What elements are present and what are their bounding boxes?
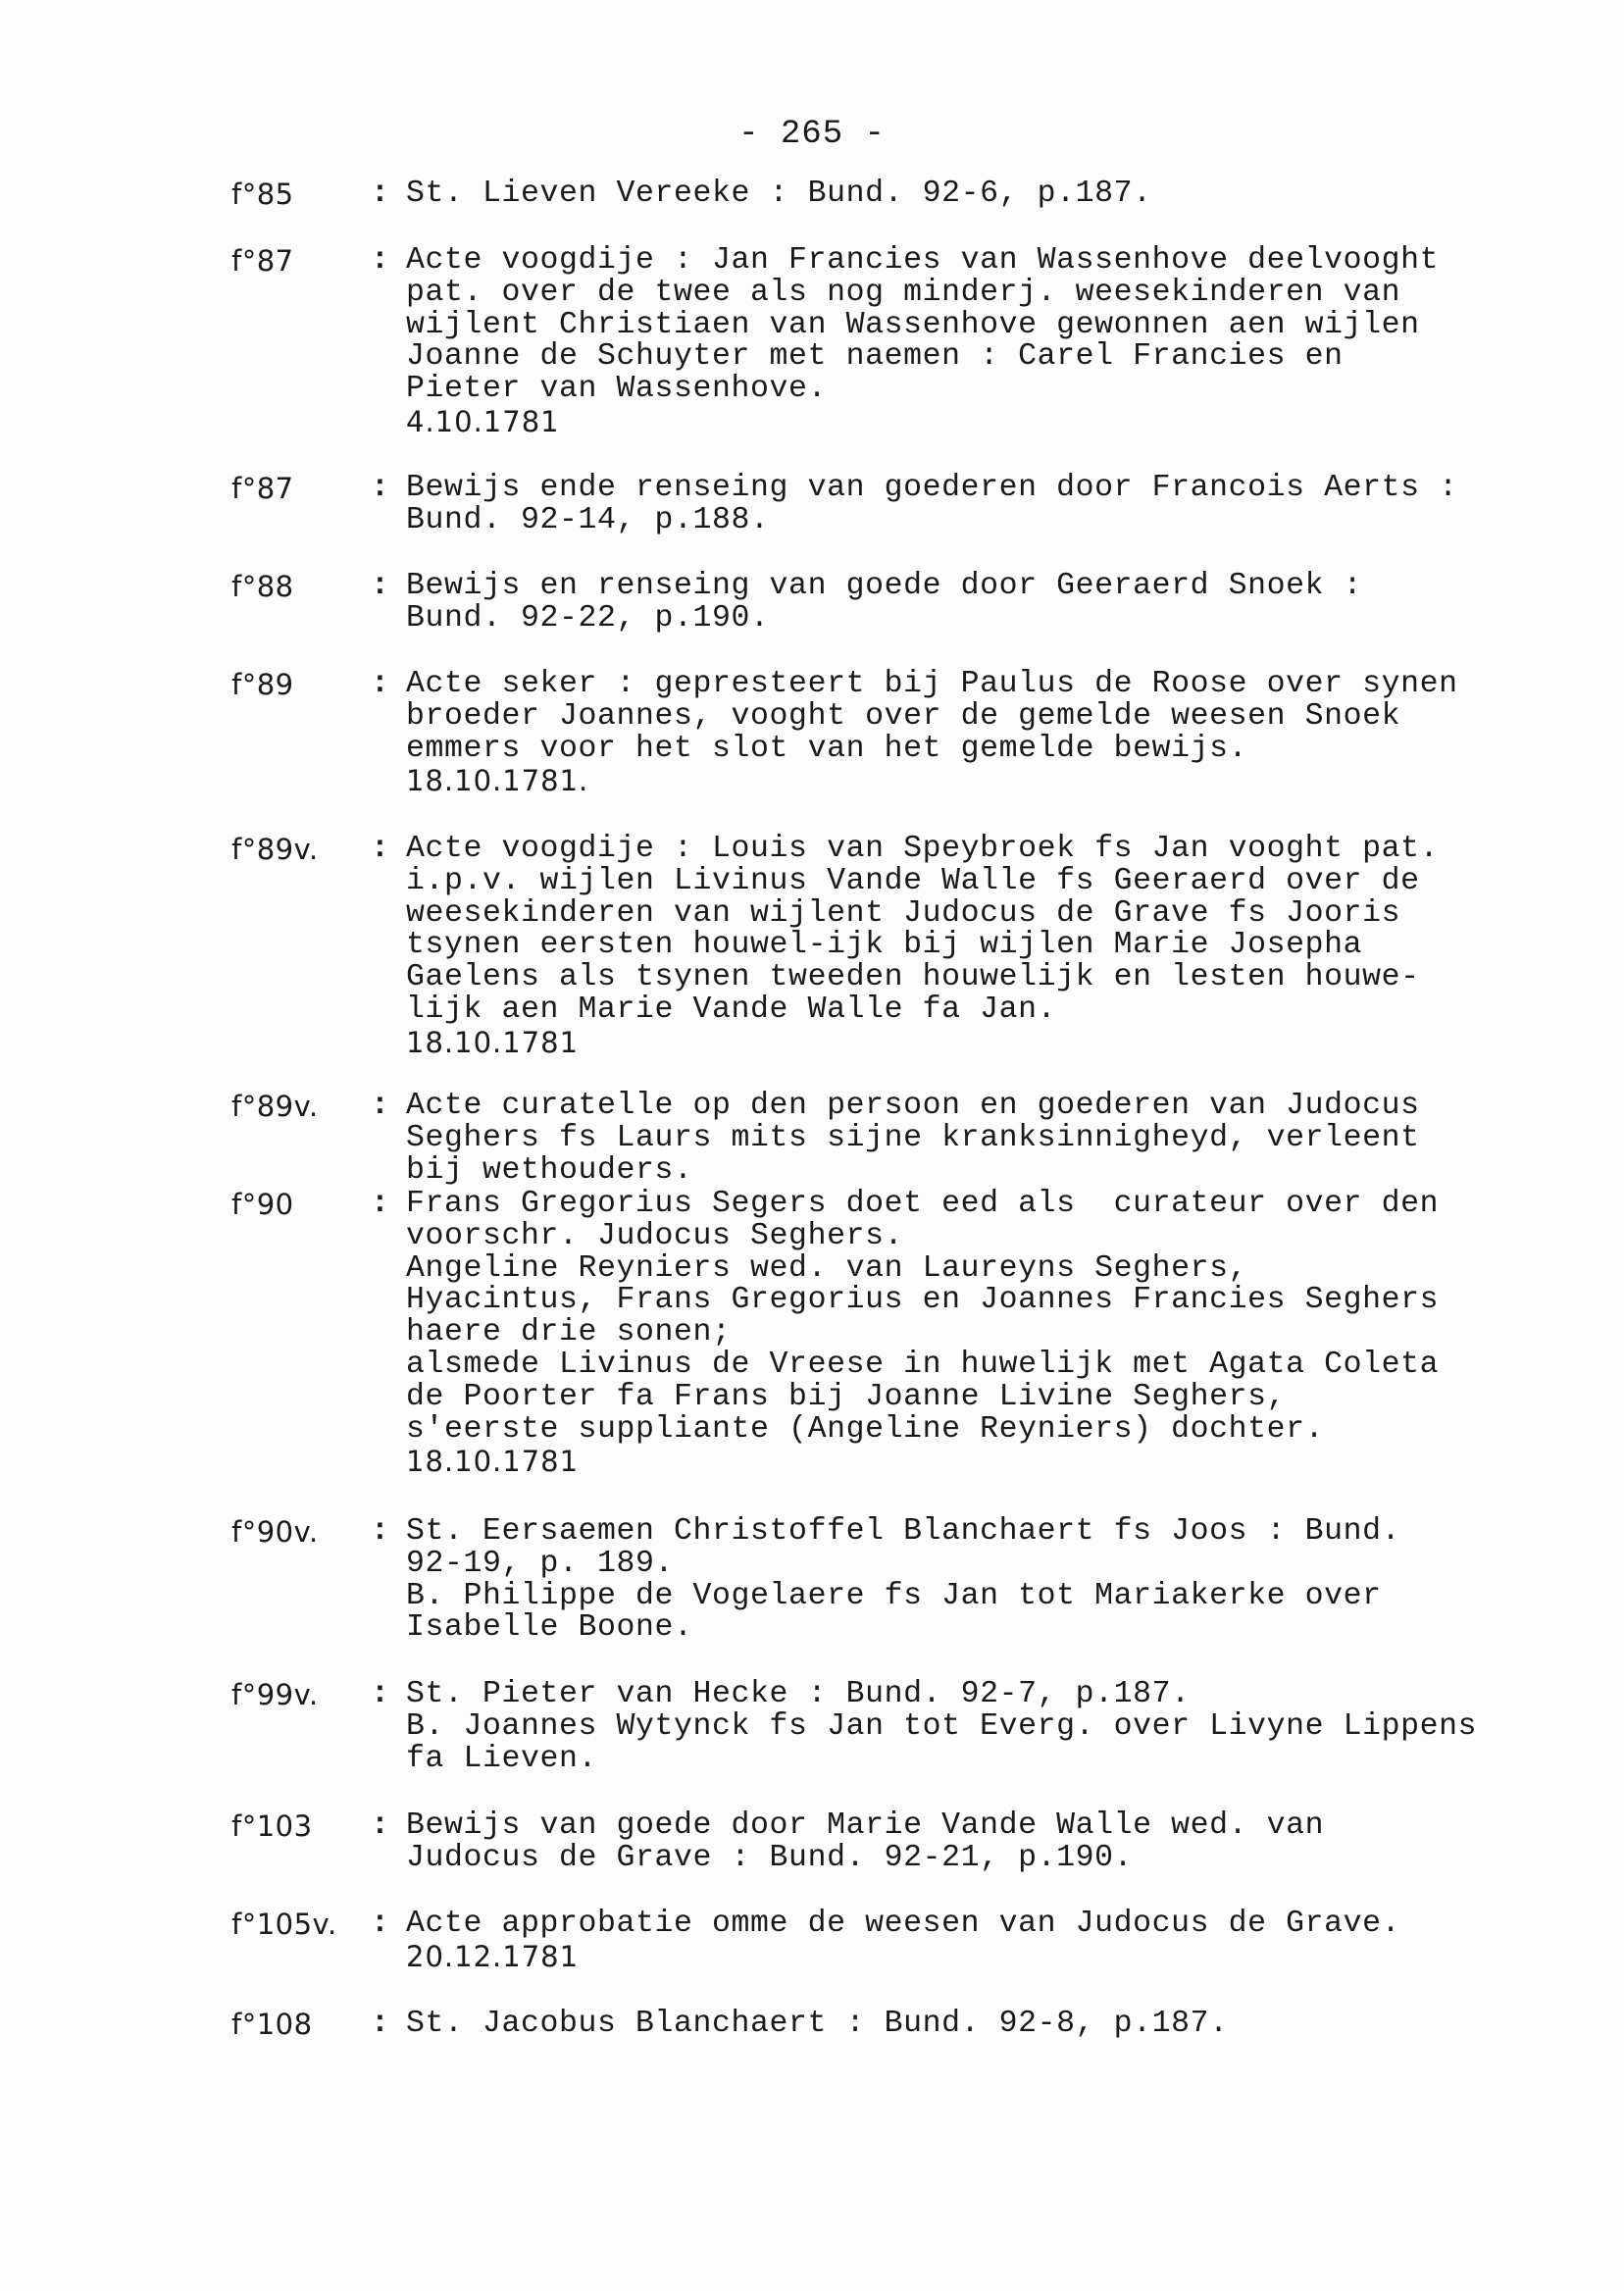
entry-line: B. Philippe de Vogelaere fs Jan tot Mariakerke over [406, 1578, 1382, 1613]
entry-text [406, 2009, 1546, 2041]
separator-colon: : [371, 1907, 389, 1941]
separator-colon: : [371, 177, 389, 211]
folio-label: f°90v. [231, 1515, 319, 1549]
separator-colon: : [371, 1677, 389, 1711]
entry-line: tsynen eersten houwel-ijk bij wijlen Marie Josepha [406, 928, 1363, 963]
entry-text [406, 245, 1546, 438]
entry-line: B. Joannes Wytynck fs Jan tot Everg. over Livyne Lippens [406, 1708, 1478, 1744]
separator-colon: : [371, 832, 389, 866]
entry-line: Acte voogdije : Jan Francies van Wassenhove deelvooght [406, 243, 1440, 278]
entry-text [406, 178, 1546, 211]
entry-line: alsmede Livinus de Vreese in huwelijk met Agata Coleta [406, 1347, 1440, 1382]
entry-line: Frans Gregorius Segers doet eed als curateur over den [406, 1187, 1440, 1221]
entry-text [406, 1189, 1546, 1478]
entry-line: Isabelle Boone. [406, 1610, 693, 1646]
entry-line: Acte curatelle op den persoon en goederen van Judocus [406, 1089, 1420, 1123]
entry-line: Angeline Reyniers wed. van Laureyns Seghers, [406, 1250, 1248, 1286]
folio-entry [231, 1909, 1546, 1973]
entry-line: i.p.v. wijlen Livinus Vande Walle fs Geeraerd over de [406, 863, 1420, 898]
folio-entry [231, 245, 1546, 438]
entry-line: Bewijs van goede door Marie Vande Walle wed. van [406, 1808, 1325, 1843]
folio-label: f°87 [231, 244, 294, 278]
folio-label: f°89 [231, 668, 294, 701]
separator-colon: : [371, 2007, 389, 2041]
folio-label: f°103 [231, 1809, 313, 1843]
folio-label: f°90 [231, 1188, 294, 1221]
folio-entry [231, 1091, 1546, 1187]
separator-colon: : [371, 471, 389, 505]
entry-line: Acte seker : gepresteert bij Paulus de Roose over synen [406, 667, 1458, 701]
folio-entry [231, 178, 1546, 211]
folio-label: f°108 [231, 2008, 313, 2041]
folio-label: f°89v. [231, 833, 319, 866]
entry-line: bij wethouders. [406, 1152, 693, 1188]
entry-line: Acte approbatie omme de weesen van Judocus de Grave. [406, 1907, 1401, 1941]
entry-line: Pieter van Wassenhove. [406, 372, 828, 407]
entry-line: St. Jacobus Blanchaert : Bund. 92-8, p.187. [406, 2007, 1229, 2041]
folio-label: f°105v. [231, 1908, 337, 1941]
entry-line: St. Pieter van Hecke : Bund. 92-7, p.187. [406, 1677, 1191, 1711]
entry-line: pat. over de twee als nog minderj. weesekinderen van [406, 275, 1401, 310]
folio-label: f°89v. [231, 1090, 319, 1123]
separator-colon: : [371, 569, 389, 603]
entry-line: 18.10.1781 [406, 1025, 580, 1059]
entry-line: Bewijs ende renseing van goederen door Francois Aerts : [406, 471, 1458, 505]
entry-line: voorschr. Judocus Seghers. [406, 1218, 904, 1253]
folio-entry [231, 473, 1546, 537]
entry-line: St. Eersaemen Christoffel Blanchaert fs Joos : Bund. [406, 1514, 1401, 1549]
entry-line: 18.10.1781. [406, 764, 589, 798]
entry-line: 20.12.1781 [406, 1939, 580, 1973]
entry-text [406, 1909, 1546, 1973]
entry-line: emmers voor het slot van het gemelde bewijs. [406, 731, 1248, 766]
folio-entry [231, 571, 1546, 636]
entry-line: fa Lieven. [406, 1741, 598, 1776]
folio-entry [231, 669, 1546, 797]
folio-label: f°87 [231, 472, 294, 505]
entry-text [406, 1679, 1546, 1775]
entry-line: de Poorter fa Frans bij Joanne Livine Seghers, [406, 1379, 1287, 1414]
entry-line: Gaelens als tsynen tweeden houwelijk en lesten houwe- [406, 960, 1420, 995]
entry-line: 18.10.1781 [406, 1445, 580, 1479]
entry-line: Acte voogdije : Louis van Speybroek fs Jan vooght pat. [406, 832, 1440, 866]
separator-colon: : [371, 1514, 389, 1549]
separator-colon: : [371, 1808, 389, 1843]
separator-colon: : [371, 243, 389, 278]
entry-text [406, 834, 1546, 1059]
entry-line: Bund. 92-14, p.188. [406, 502, 770, 537]
entry-line: haere drie sonen; [406, 1315, 732, 1350]
folio-entry [231, 1516, 1546, 1645]
entry-line: weesekinderen van wijlent Judocus de Grave fs Jooris [406, 895, 1401, 931]
entry-line: 4.10.1781 [406, 404, 560, 438]
entry-line: Joanne de Schuyter met naemen : Carel Francies en [406, 339, 1344, 375]
folio-label: f°85 [231, 178, 294, 211]
entry-line: 92-19, p. 189. [406, 1546, 675, 1581]
entry-line: Hyacintus, Frans Gregorius en Joannes Francies Seghers [406, 1283, 1440, 1318]
entry-line: s'eerste suppliante (Angeline Reyniers) dochter. [406, 1411, 1325, 1447]
entry-line: Judocus de Grave : Bund. 92-21, p.190. [406, 1840, 1134, 1875]
entry-line: lijk aen Marie Vande Walle fa Jan. [406, 992, 1057, 1027]
entry-text [406, 1810, 1546, 1875]
folio-entry [231, 1810, 1546, 1875]
folio-label: f°99v. [231, 1678, 319, 1711]
entry-line: St. Lieven Vereeke : Bund. 92-6, p.187. [406, 177, 1152, 211]
entry-text [406, 473, 1546, 537]
entry-line: Bewijs en renseing van goede door Geeraerd Snoek : [406, 569, 1363, 603]
entry-line: broeder Joannes, vooght over de gemelde weesen Snoek [406, 698, 1401, 734]
separator-colon: : [371, 1089, 389, 1123]
folio-entry [231, 1189, 1546, 1478]
folio-entry [231, 834, 1546, 1059]
entry-line: wijlent Christiaen van Wassenhove gewonnen aen wijlen [406, 307, 1420, 342]
folio-label: f°88 [231, 570, 294, 603]
folio-entry [231, 1679, 1546, 1775]
separator-colon: : [371, 1187, 389, 1221]
entry-text [406, 1516, 1546, 1645]
entry-text [406, 1091, 1546, 1187]
entry-line: Bund. 92-22, p.190. [406, 600, 770, 636]
entry-text [406, 669, 1546, 797]
page-number: - 265 - [738, 116, 886, 153]
separator-colon: : [371, 667, 389, 701]
entry-line: Seghers fs Laurs mits sijne kranksinnigheyd, verleent [406, 1120, 1420, 1155]
entry-text [406, 571, 1546, 636]
folio-entry [231, 2009, 1546, 2041]
